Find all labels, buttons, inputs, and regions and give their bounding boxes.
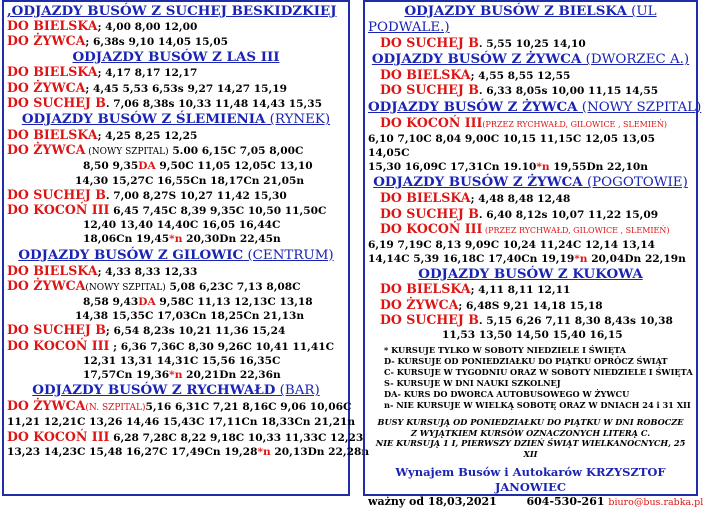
legend-star: * KURSUJE TYLKO W SOBOTY NIEDZIELE I ŚWIĘTA <box>384 345 626 356</box>
section-header-bielsko <box>368 3 693 20</box>
section-header-kukow: ODJAZDY BUSÓW Z KUKOWA <box>418 266 643 283</box>
header-text: ODJAZDY BUSÓW Z ŻYWCA <box>368 98 578 115</box>
legend-da: DA- KURS DO DWORCA AUTOBUSOWEGO W ŻYWCU <box>384 389 630 400</box>
weekend-marker: *n <box>536 161 550 174</box>
destination: DO BIELSKA <box>380 281 471 297</box>
valid-from: ważny od 18,03,2021 <box>368 495 497 509</box>
departure-times: 9,50C 11,05 12,05C 13,10 <box>155 160 313 173</box>
destination: DO ŻYWCA <box>380 296 459 312</box>
departure-times: . 6,40 8,12s 10,07 11,22 15,09 <box>478 208 659 221</box>
times-continuation <box>368 160 693 174</box>
times-continuation: 14,05C <box>368 147 410 160</box>
times-continuation: 14,30 15,27C 16,55Cn 18,17Cn 21,05n <box>75 174 305 187</box>
destination: DO ŻYWCA <box>7 277 86 293</box>
route-line <box>7 65 345 80</box>
route-line <box>7 428 364 445</box>
destination: DO BIELSKA <box>380 190 471 206</box>
header-text: ODJAZDY BUSÓW Z GILOWIC <box>18 246 244 263</box>
departure-times: 20,04Dn 22,19n <box>587 253 686 266</box>
email-address: biuro@bus.rabka.pl <box>608 497 704 509</box>
route-line <box>7 203 345 218</box>
route-line <box>368 313 693 328</box>
departure-times: 20,21Dn 22,36n <box>182 369 281 382</box>
route-line <box>368 191 693 206</box>
service-note <box>368 417 693 459</box>
section-header-zywiec-szpital <box>368 98 702 116</box>
departure-times: ; 4,17 8,17 12,17 <box>97 67 198 80</box>
section-header-sucha: ,ODJAZDY BUSÓW Z SUCHEJ BESKIDZKIEJ <box>7 3 337 19</box>
departure-times: 9,58C 11,13 12,13C 13,18 <box>155 296 313 309</box>
departure-times: 8,50 9,35 <box>83 160 139 173</box>
route-line <box>7 128 345 143</box>
route-line <box>7 19 345 34</box>
header-location: (POGOTOWIE) <box>582 175 688 191</box>
departure-times: ; 6,38s 9,10 14,05 15,05 <box>85 36 228 49</box>
header-text: ODJAZDY BUSÓW Z ŻYWCA <box>371 51 582 68</box>
destination: DO SUCHEJ B <box>380 35 479 50</box>
times-continuation: 14,38 15,35C 17,03Cn 18,25Cn 21,13n <box>75 310 305 323</box>
header-location-cont: PODWALE.) <box>368 20 450 35</box>
da-marker: DA <box>138 296 156 309</box>
times-continuation: 6,10 7,10C 8,04 9,00C 10,15 11,15C 12,05 13,05 <box>368 132 656 145</box>
da-marker: DA <box>138 160 156 173</box>
departure-times: ; 4,33 8,33 12,33 <box>97 265 198 278</box>
route-line <box>7 188 345 203</box>
times-continuation: 11,21 12,21C 13,26 14,46 15,43C 17,11Cn 18,33Cn 21,21n <box>7 416 356 429</box>
destination: DO BIELSKA <box>7 18 98 33</box>
destination: DO BIELSKA <box>7 262 98 278</box>
departure-times: 15,30 16,09C 17,31Cn 19.10 <box>368 161 537 174</box>
route-line <box>368 222 693 238</box>
route-line <box>7 398 352 415</box>
weekend-marker: *n <box>574 253 588 266</box>
header-location: (CENTRUM) <box>243 247 334 263</box>
departure-times: 14,14C 5,39 16,18C 17,40Cn 19,19 <box>368 253 575 266</box>
destination: DO ŻYWCA <box>7 142 86 158</box>
note-line: NIE KURSUJĄ 1 I, PIERWSZY DZIEŃ ŚWIĄT WIELKANOCNYCH, 25 XII <box>375 438 686 459</box>
departure-times: ; 4,48 8,48 12,48 <box>470 193 571 206</box>
left-timetable-panel <box>2 0 370 496</box>
departure-times: 19,55Dn 22,10n <box>549 161 648 174</box>
destination: DO KOCOŃ III <box>7 202 110 218</box>
header-location: (RYNEK) <box>265 112 331 128</box>
departure-times: ; 4,11 8,11 12,11 <box>470 284 571 297</box>
section-header-gilowice <box>7 247 345 264</box>
times-continuation <box>7 232 345 246</box>
destination: DO BIELSKA <box>380 67 471 83</box>
departure-times: . 5,15 6,26 7,11 8,30 8,43s 10,38 <box>478 314 673 327</box>
destination: DO BIELSKA <box>7 127 98 143</box>
departure-times: 5.00 6,15C 7,05 8,00C <box>168 145 304 158</box>
destination-note: (N. SZPITAL) <box>85 403 146 414</box>
route-line <box>368 298 693 313</box>
section-header-zywiec-pogotowie <box>368 174 693 191</box>
destination: DO SUCHEJ B <box>380 311 479 327</box>
destination-note: (PRZEZ RYCHWAŁD, GILOWICE , SLEMIEŃ) <box>482 119 667 129</box>
departure-times: 20,13Dn 22,28n <box>270 445 370 458</box>
destination-note: (NOWY SZPITAL) <box>85 147 169 158</box>
times-continuation <box>368 252 693 266</box>
company-name: Wynajem Busów i Autokarów KRZYSZTOF JANOWIEC <box>395 465 666 495</box>
header-location: (UL <box>626 4 657 19</box>
destination: DO SUCHEJ B <box>7 322 106 338</box>
route-line <box>368 282 693 297</box>
route-line <box>7 34 345 49</box>
header-text: ODJAZDY BUSÓW Z BIELSKA <box>404 3 627 19</box>
right-timetable-panel <box>363 0 704 509</box>
route-line <box>368 83 693 98</box>
departure-times: 6,45 7,45C 8,39 9,35C 10,50 11,50C <box>109 205 327 218</box>
departure-times: 5,16 6,31C 7,21 8,16C 9,06 10,06C <box>145 401 352 414</box>
note-line: Z WYJĄTKIEM KURSÓW OZNACZONYCH LITERĄ C. <box>410 427 651 438</box>
destination: DO SUCHEJ B <box>7 94 106 110</box>
legend-s: S- KURSUJE W DNI NAUKI SZKOLNEJ <box>384 378 561 389</box>
header-location: (DWORZEC A.) <box>581 52 690 68</box>
departure-times: ; 4,55 8,55 12,55 <box>470 70 571 83</box>
route-line <box>7 96 345 111</box>
departure-times: 17,57Cn 19,36 <box>83 369 170 382</box>
weekend-marker: *n <box>257 445 271 458</box>
departure-times: ; 6,48S 9,21 14,18 15,18 <box>458 299 603 312</box>
times-continuation <box>7 159 345 173</box>
departure-times: 5,08 6,23C 7,13 8,08C <box>165 280 301 293</box>
destination: DO ŻYWCA <box>7 33 86 49</box>
departure-times: ; 6,54 8,23s 10,21 11,36 15,24 <box>105 325 286 338</box>
header-text: ODJAZDY BUSÓW Z RYCHWAŁD <box>32 382 276 399</box>
times-continuation: 6,19 7,19C 8,13 9,09C 10,24 11,24C 12,14 13,14 <box>368 239 656 252</box>
legend-n: n- NIE KURSUJE W WIELKĄ SOBOTĘ ORAZ W DNIACH 24 i 31 XII <box>384 400 691 411</box>
route-line <box>7 279 345 295</box>
departure-times: . 5,55 10,25 14,10 <box>478 38 586 50</box>
departure-times: 6,28 7,28C 8,22 9,18C 10,33 11,33C 12,23 <box>109 431 364 444</box>
times-continuation: 12,31 13,31 14,31C 15,56 16,35C <box>83 354 281 367</box>
departure-times: . 7,06 8,38s 10,33 11,48 14,43 15,35 <box>105 97 322 110</box>
header-text: ODJAZDY BUSÓW Z ŻYWCA <box>373 174 583 191</box>
times-continuation: 12,40 13,40 14,40C 16,05 16,44C <box>83 219 281 232</box>
header-text: ODJAZDY BUSÓW Z ŚLEMIENIA <box>21 111 266 128</box>
note-line: BUSY KURSUJĄ OD PONIEDZIAŁKU DO PIĄTKU W DNI ROBOCZE <box>377 417 684 428</box>
footer-line <box>368 495 704 510</box>
section-header-slemien <box>7 111 345 128</box>
destination: DO KOCOŃ III <box>7 428 110 444</box>
destination: DO BIELSKA <box>7 64 98 80</box>
departure-times: ; 4,00 8,00 12,00 <box>97 21 198 33</box>
destination-note: (NOWY SZPITAL) <box>85 282 166 293</box>
departure-times: 13,23 14,23C 15,48 16,27C 17,49Cn 19,28 <box>7 445 258 458</box>
destination: DO KOCOŃ III <box>7 337 110 353</box>
times-continuation: 11,53 13,50 14,50 15,40 16,15 <box>442 329 623 342</box>
destination: DO KOCOŃ III <box>380 220 483 236</box>
destination-note: (PRZEZ RYCHWAŁD, GILOWICE , SLEMIEŃ) <box>482 225 670 235</box>
times-continuation <box>7 368 345 382</box>
departure-times: ; 4,25 8,25 12,25 <box>97 130 198 143</box>
departure-times: 18,06Cn 19,45 <box>83 233 170 246</box>
destination: DO ŻYWCA <box>7 398 86 414</box>
section-header-las: ODJAZDY BUSÓW Z LAS III <box>72 49 280 66</box>
legend-c: C- KURSUJE W TYGODNIU ORAZ W SOBOTY NIEDZIELE I ŚWIĘTA <box>384 367 693 378</box>
departure-times: ; 4,45 5,53 6,53s 9,27 14,27 15,19 <box>85 82 287 95</box>
route-line <box>7 339 345 354</box>
phone-number: 604-530-261 <box>526 495 605 509</box>
route-line <box>368 116 693 132</box>
route-line <box>7 143 345 159</box>
times-continuation <box>7 445 370 459</box>
weekend-marker: *n <box>169 233 183 246</box>
legend-d: D- KURSUJE OD PONIEDZIAŁKU DO PIĄTKU OPRÓCZ ŚWIĄT <box>384 356 668 367</box>
route-line <box>7 264 345 279</box>
destination: DO KOCOŃ III <box>380 114 483 130</box>
departure-times: 8,58 9,43 <box>83 296 139 309</box>
section-header-zywiec-dworzec <box>368 51 693 68</box>
departure-times: ; 6,36 7,36C 8,30 9,26C 10,41 11,41C <box>109 340 334 353</box>
route-line <box>7 81 345 96</box>
route-line <box>368 36 693 51</box>
destination: DO SUCHEJ B <box>380 205 479 221</box>
header-location: (BAR) <box>275 383 320 399</box>
section-header-rychwald <box>7 382 345 399</box>
route-line <box>7 323 345 338</box>
weekend-marker: *n <box>169 369 183 382</box>
destination: DO SUCHEJ B <box>380 82 479 98</box>
departure-times: . 6,33 8,05s 10,00 11,15 14,55 <box>478 85 659 98</box>
legend <box>368 345 693 411</box>
destination: DO SUCHEJ B <box>7 186 106 202</box>
route-line <box>368 68 693 83</box>
route-line <box>368 207 693 222</box>
times-continuation <box>7 295 345 309</box>
departure-times: . 7,00 8,27S 10,27 11,42 15,30 <box>105 189 287 202</box>
destination: DO ŻYWCA <box>7 79 86 95</box>
header-location: (NOWY SZPITAL) <box>577 99 702 115</box>
departure-times: 20,30Dn 22,45n <box>182 233 281 246</box>
